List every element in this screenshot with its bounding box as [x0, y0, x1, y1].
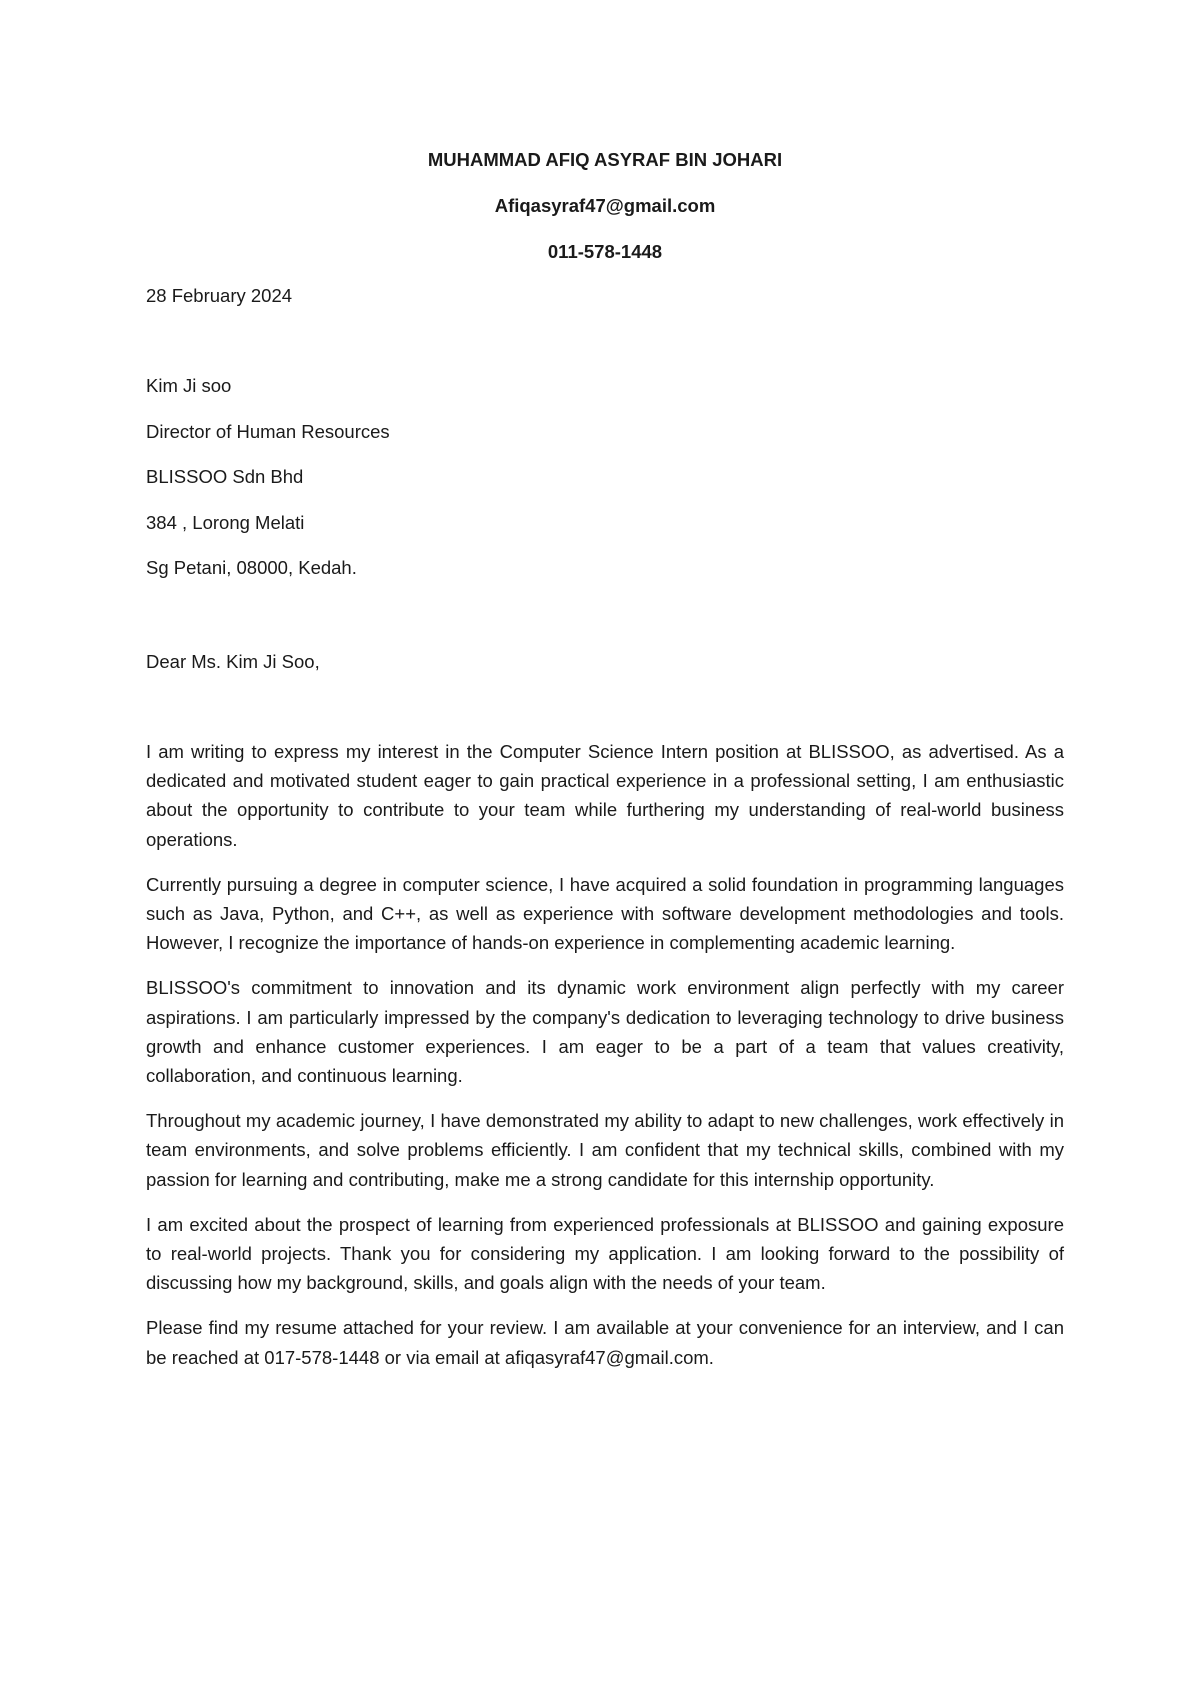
letter-date: 28 February 2024 [146, 285, 293, 306]
salutation: Dear Ms. Kim Ji Soo, [146, 651, 320, 672]
recipient-address-line1: 384 , Lorong Melati [146, 511, 305, 533]
recipient-title: Director of Human Resources [146, 420, 390, 442]
body-paragraph: I am writing to express my interest in the Computer Science Intern position at BLISSOO, as advertised. As a dedicated and motivated student eager to gain practical experience in a professional setting, I am enthusiastic about the opportunity to contribute to your team while furthering my understanding of real-world business operations. [146, 741, 1064, 850]
sender-name: MUHAMMAD AFIQ ASYRAF BIN JOHARI [427, 149, 783, 170]
body-paragraph: Please find my resume attached for your review. I am available at your convenience for an interview, and I can be reached at 017-578-1448 or via email at afiqasyraf47@gmail.com. [146, 1317, 1064, 1368]
letter-body [146, 737, 1064, 1388]
sender-phone: 011-578-1448 [547, 241, 663, 262]
recipient-name: Kim Ji soo [146, 375, 232, 396]
body-paragraph: BLISSOO's commitment to innovation and its dynamic work environment align perfectly with my career aspirations. I am particularly impressed by the company's dedication to leveraging technology to drive business growth and enhance customer experiences. I am eager to be a part of a team that values creativity, collaboration, and continuous learning. [146, 977, 1064, 1087]
recipient-block [146, 374, 390, 602]
recipient-address-line2: Sg Petani, 08000, Kedah. [146, 557, 357, 578]
body-paragraph: I am excited about the prospect of learning from experienced professionals at BLISSOO and gaining exposure to real-world projects. Thank you for considering my application. I am looking forward to the possibility of discussing how my background, skills, and goals align with the needs of your team. [146, 1213, 1064, 1294]
recipient-company: BLISSOO Sdn Bhd [146, 466, 304, 487]
sender-email: Afiqasyraf47@gmail.com [494, 195, 716, 216]
body-paragraph: Currently pursuing a degree in computer science, I have acquired a solid foundation in programming languages such as Java, Python, and C++, as well as experience with software development methodologies and tools. However, I recognize the importance of hands-on experience in complementing academic learning. [146, 873, 1064, 954]
body-paragraph: Throughout my academic journey, I have demonstrated my ability to adapt to new challenges, work effectively in team environments, and solve problems efficiently. I am confident that my technical skills, combined with my passion for learning and contributing, make me a strong candidate for this internship opportunity. [146, 1110, 1064, 1190]
letter-page [146, 0, 1064, 1696]
letter-header [146, 148, 1064, 286]
